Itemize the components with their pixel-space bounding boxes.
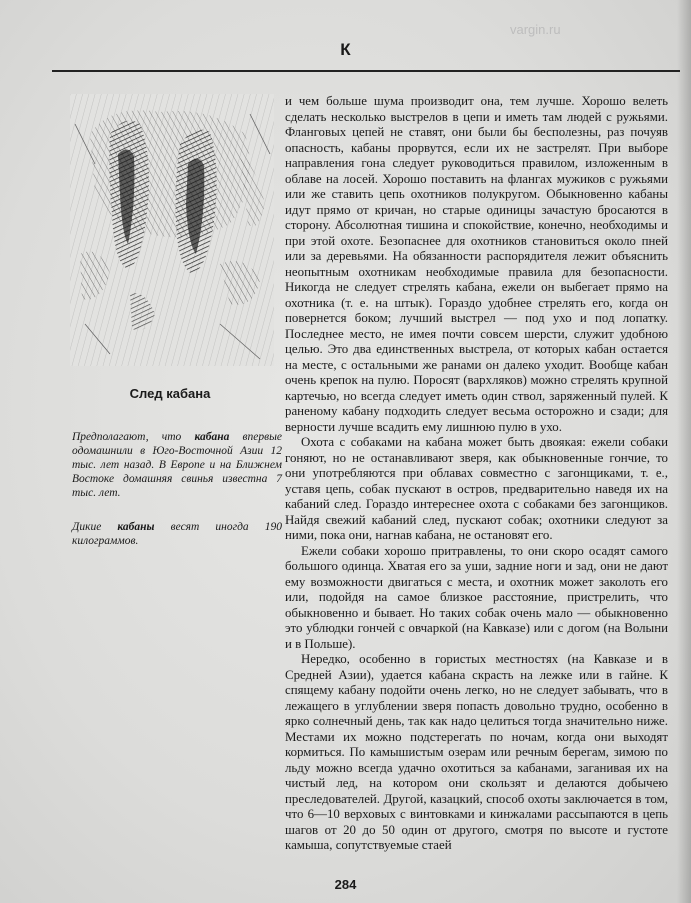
note-text: Предполагают, что <box>72 431 195 443</box>
paragraph: Ежели собаки хорошо притравлены, то они скоро осадят самого большого одинца. Хватая его за уши, задние ноги и зад, они не дают ему возможности двигаться с места, и охотник может заколоть его или, подойдя на самое близкое расстояние, пристрелить, что обыкновенно и бывает. Но таких собак очень мало — обыкновенно это ублюдки гончей с овчаркой (на Кавказе) или с догом (на Волыни и в Польше). <box>285 543 668 651</box>
section-letter: К <box>340 40 351 59</box>
side-note-weight <box>72 520 282 548</box>
page-spine-shadow <box>677 0 691 903</box>
main-text-column <box>285 94 668 854</box>
note-keyword: кабана <box>194 431 230 443</box>
note-text: впервые одомашнили в Юго-Восточной Азии 12 тыс. лет назад. В Европе и на Ближнем Востоке домашняя свинья известна 7 тыс. лет. <box>72 431 282 499</box>
side-note-domestication <box>72 430 282 500</box>
page-number: 284 <box>334 877 357 892</box>
note-text: весят иногда 190 килограммов. <box>72 521 282 547</box>
figure-caption: След кабана <box>129 386 211 401</box>
paragraph: и чем больше шума производит она, тем лучше. Хорошо велеть сделать несколько выстрелов в цепи и иметь там людей с ружьями. Фланговых цепей не ставят, они были бы бесполезны, раз почуяв опасность, кабаны прорвутся, если их не застрелят. При выборе направления гона следует руководиться правилом, изложенным в облаве на лосей. Хорошо поставить на флангах мужиков с ружьями или же ставить цепь охотников полукругом. Обыкновенно кабаны идут прямо от кричан, но старые одиницы зачастую бросаются в сторону. Абсолютная тишина и спокойствие, конечно, необходимы и при этой охоте. Безопаснее для охотников становиться около пней или за деревьями. На обязанности распорядителя лежит объяснить неопытным охотникам необходимые правила для безопасности. Никогда не следует стрелять кабана, ежели он выбегает прямо на охотника (т. е. на штык). Гораздо удобнее стрелять его, когда он повернется боком; лучший выстрел — под ухо и под лопатку. Последнее место, не имея почти совсем шерсти, служит удобною целью. Это два единственных выстрела, от которых кабан остается на месте, с остальными же ранами он далеко уходит. Вообще кабан очень крепок на пулю. Поросят (вархляков) можно стрелять крупной картечью, но всегда следует иметь один ствол, заряженный пулей. К раненому кабану подходить следует весьма осторожно и сзади; для верности лучше всадить ему лишнюю пулю в ухо. <box>285 94 668 434</box>
watermark: vargin.ru <box>510 22 561 37</box>
note-keyword: кабаны <box>117 521 155 533</box>
paragraph: Охота с собаками на кабана может быть двоякая: ежели собаки гоняют, но не останавливают зверя, как обыкновенные гончие, то они употребляются при облавах совместно с загонщиками, т. е., уставя цепь, собак пускают в остров, предварительно наведя их на кабаний след. Гораздо интереснее охота с собаками без загонщиков. Найдя свежий кабаний след, пускают собак; охотники следуют за ними, пока они, нагнав кабана, не остановят его. <box>285 435 668 542</box>
header-rule <box>52 70 680 72</box>
note-text: Дикие <box>72 521 118 533</box>
paragraph: Нередко, особенно в гористых местностях (на Кавказе и в Средней Азии), удается кабана скрасть на лежке или в гайне. К спящему кабану подойти очень легко, но не следует забывать, что в лежащего в углублении зверя попасть довольно трудно, особенно в ярко солнечный день, так как надо целиться тогда значительно ниже. Местами их можно подстерегать по ночам, когда они выходят кормиться. По камышистым озерам или речным берегам, зимою по льду можно всегда удачно охотиться за кабанами, заганивая их на чистый лед, на котором они скользят и делаются добычею преследователей. Другой, казацкий, способ охоты заключается в том, что 6—10 верховых с винтовками и кинжалами рассыпаются в цепь шагов от 20 до 50 один от другого, смотря по высоте и густоте камыша, сопутствуемые стаей <box>285 652 668 852</box>
boar-track-illustration <box>70 94 274 366</box>
